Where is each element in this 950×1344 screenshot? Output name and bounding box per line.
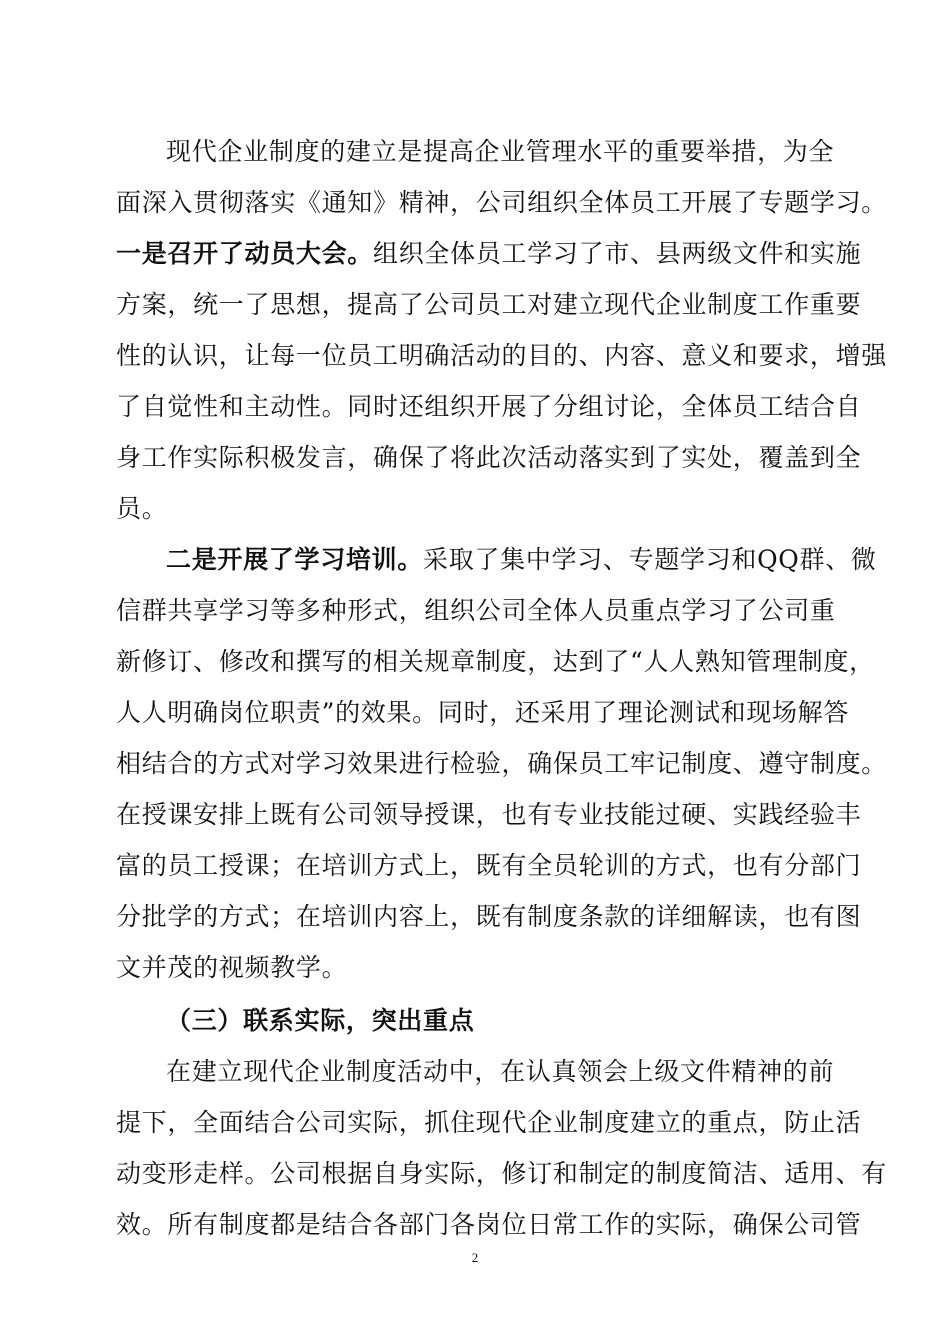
page-number: 2: [471, 1250, 479, 1265]
paragraph-4-line-2: 提下，全面结合公司实际，抓住现代企业制度建立的重点，防止活: [116, 1108, 862, 1137]
paragraph-2-line-6: 员。: [116, 494, 168, 523]
point-two-text: 采取了集中学习、专题学习和QQ群、微: [423, 545, 877, 574]
point-two-heading: 二是开展了学习培训。: [166, 545, 424, 574]
paragraph-2-line-5: 身工作实际积极发言，确保了将此次活动落实到了实处，覆盖到全: [116, 443, 862, 472]
point-one-text: 组织全体员工学习了市、县两级文件和实施: [373, 239, 862, 268]
paragraph-2-line-2: 方案，统一了思想，提高了公司员工对建立现代企业制度工作重要: [116, 290, 862, 319]
paragraph-4-line-1: 在建立现代企业制度活动中，在认真领会上级文件精神的前: [166, 1057, 835, 1086]
paragraph-1-line-1: 现代企业制度的建立是提高企业管理水平的重要举措，为全: [166, 137, 835, 166]
paragraph-3-line-3: 新修订、修改和撰写的相关规章制度，达到了“人人熟知管理制度，: [116, 647, 875, 676]
section-heading: （三）联系实际，突出重点: [166, 1006, 475, 1035]
paragraph-2-line-1: [116, 228, 862, 279]
paragraph-3-line-7: 富的员工授课；在培训方式上，既有全员轮训的方式，也有分部门: [116, 851, 862, 880]
paragraph-2-line-4: 了自觉性和主动性。同时还组织开展了分组讨论，全体员工结合自: [116, 392, 862, 421]
paragraph-3-line-1: [116, 534, 877, 585]
paragraph-3-line-9: 文并茂的视频教学。: [116, 953, 348, 982]
paragraph-3-line-2: 信群共享学习等多种形式，组织公司全体人员重点学习了公司重: [116, 596, 836, 625]
paragraph-2-line-3: 性的认识，让每一位员工明确活动的目的、内容、意义和要求，增强: [116, 341, 888, 370]
paragraph-1-line-2: 面深入贯彻落实《通知》精神，公司组织全体员工开展了专题学习。: [116, 188, 888, 217]
point-one-heading: 一是召开了动员大会。: [116, 239, 374, 268]
paragraph-3-line-4: 人人明确岗位职责”的效果。同时，还采用了理论测试和现场解答: [116, 698, 850, 727]
paragraph-3-line-5: 相结合的方式对学习效果进行检验，确保员工牢记制度、遵守制度。: [116, 749, 888, 778]
paragraph-3-line-6: 在授课安排上既有公司领导授课，也有专业技能过硬、实践经验丰: [116, 800, 862, 829]
paragraph-3-line-8: 分批学的方式；在培训内容上，既有制度条款的详细解读，也有图: [116, 902, 862, 931]
paragraph-4-line-3: 动变形走样。公司根据自身实际，修订和制定的制度简洁、适用、有: [116, 1159, 888, 1188]
paragraph-4-line-4: 效。所有制度都是结合各部门各岗位日常工作的实际，确保公司管: [116, 1210, 862, 1239]
body-text: [116, 126, 888, 1250]
